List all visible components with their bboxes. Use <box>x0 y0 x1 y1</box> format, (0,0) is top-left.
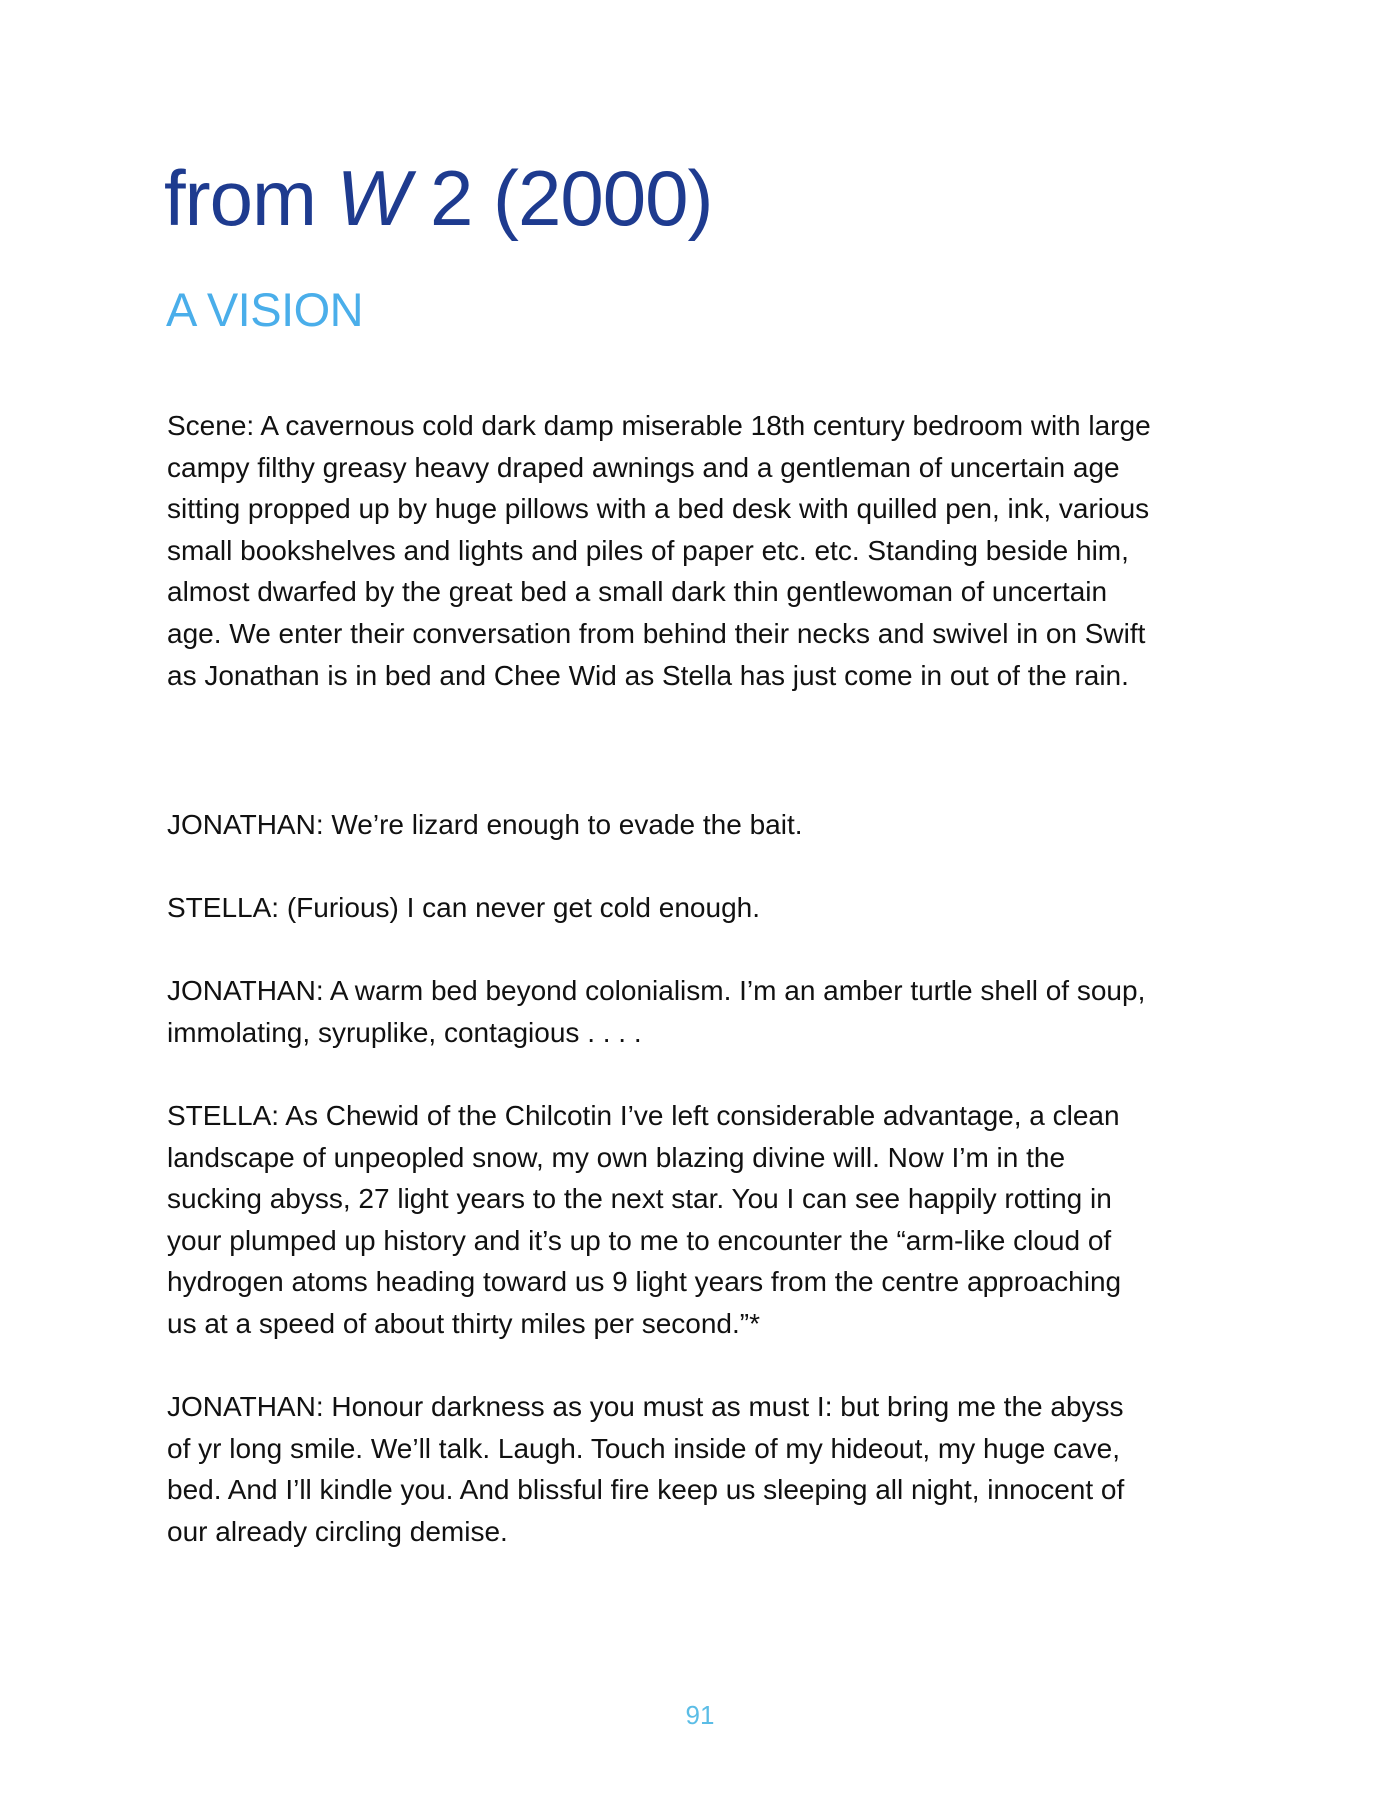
dialogue-jonathan-1 <box>167 804 1287 846</box>
dialogue-jonathan-2 <box>167 970 1287 1053</box>
page-title <box>164 148 713 248</box>
text-line: landscape of unpeopled snow, my own blazing divine will. Now I’m in the <box>167 1141 1066 1173</box>
text-line: immolating, syruplike, contagious . . . . <box>167 1016 642 1048</box>
section-heading: A VISION <box>166 283 364 336</box>
text-line: as Jonathan is in bed and Chee Wid as Stella has just come in out of the rain. <box>167 659 1129 691</box>
title-prefix: from <box>164 154 337 242</box>
text-line: campy filthy greasy heavy draped awnings and a gentleman of uncertain age <box>167 451 1120 483</box>
dialogue-stella-2 <box>167 1095 1287 1345</box>
text-line: sitting propped up by huge pillows with a bed desk with quilled pen, ink, various <box>167 493 1150 525</box>
page-number: 91 <box>685 1700 715 1730</box>
text-line: JONATHAN: We’re lizard enough to evade the bait. <box>167 809 803 840</box>
text-line: us at a speed of about thirty miles per second.”* <box>167 1307 760 1339</box>
text-line: STELLA: (Furious) I can never get cold enough. <box>167 892 760 923</box>
scene-description <box>167 405 1287 696</box>
text-line: bed. And I’ll kindle you. And blissful fire keep us sleeping all night, innocent of <box>167 1474 1125 1506</box>
text-line: Scene: A cavernous cold dark damp miserable 18th century bedroom with large <box>167 410 1151 441</box>
text-line: small bookshelves and lights and piles of paper etc. etc. Standing beside him, <box>167 534 1129 566</box>
title-suffix: 2 (2000) <box>409 154 713 242</box>
title-italic-work: W <box>336 154 410 242</box>
dialogue-jonathan-3 <box>167 1386 1287 1552</box>
text-line: your plumped up history and it’s up to me to encounter the “arm-like cloud of <box>167 1224 1112 1256</box>
text-line: STELLA: As Chewid of the Chilcotin I’ve left considerable advantage, a clean <box>167 1100 1120 1131</box>
text-line: age. We enter their conversation from behind their necks and swivel in on Swift <box>167 617 1146 649</box>
text-line: of yr long smile. We’ll talk. Laugh. Touch inside of my hideout, my huge cave, <box>167 1432 1121 1464</box>
text-line: sucking abyss, 27 light years to the next star. You I can see happily rotting in <box>167 1183 1112 1215</box>
dialogue-stella-1 <box>167 887 1287 929</box>
text-line: JONATHAN: A warm bed beyond colonialism. I’m an amber turtle shell of soup, <box>167 975 1146 1006</box>
text-line: our already circling demise. <box>167 1515 508 1547</box>
text-line: hydrogen atoms heading toward us 9 light years from the centre approaching <box>167 1266 1122 1298</box>
text-line: JONATHAN: Honour darkness as you must as must I: but bring me the abyss <box>167 1391 1124 1422</box>
text-line: almost dwarfed by the great bed a small dark thin gentlewoman of uncertain <box>167 576 1108 608</box>
